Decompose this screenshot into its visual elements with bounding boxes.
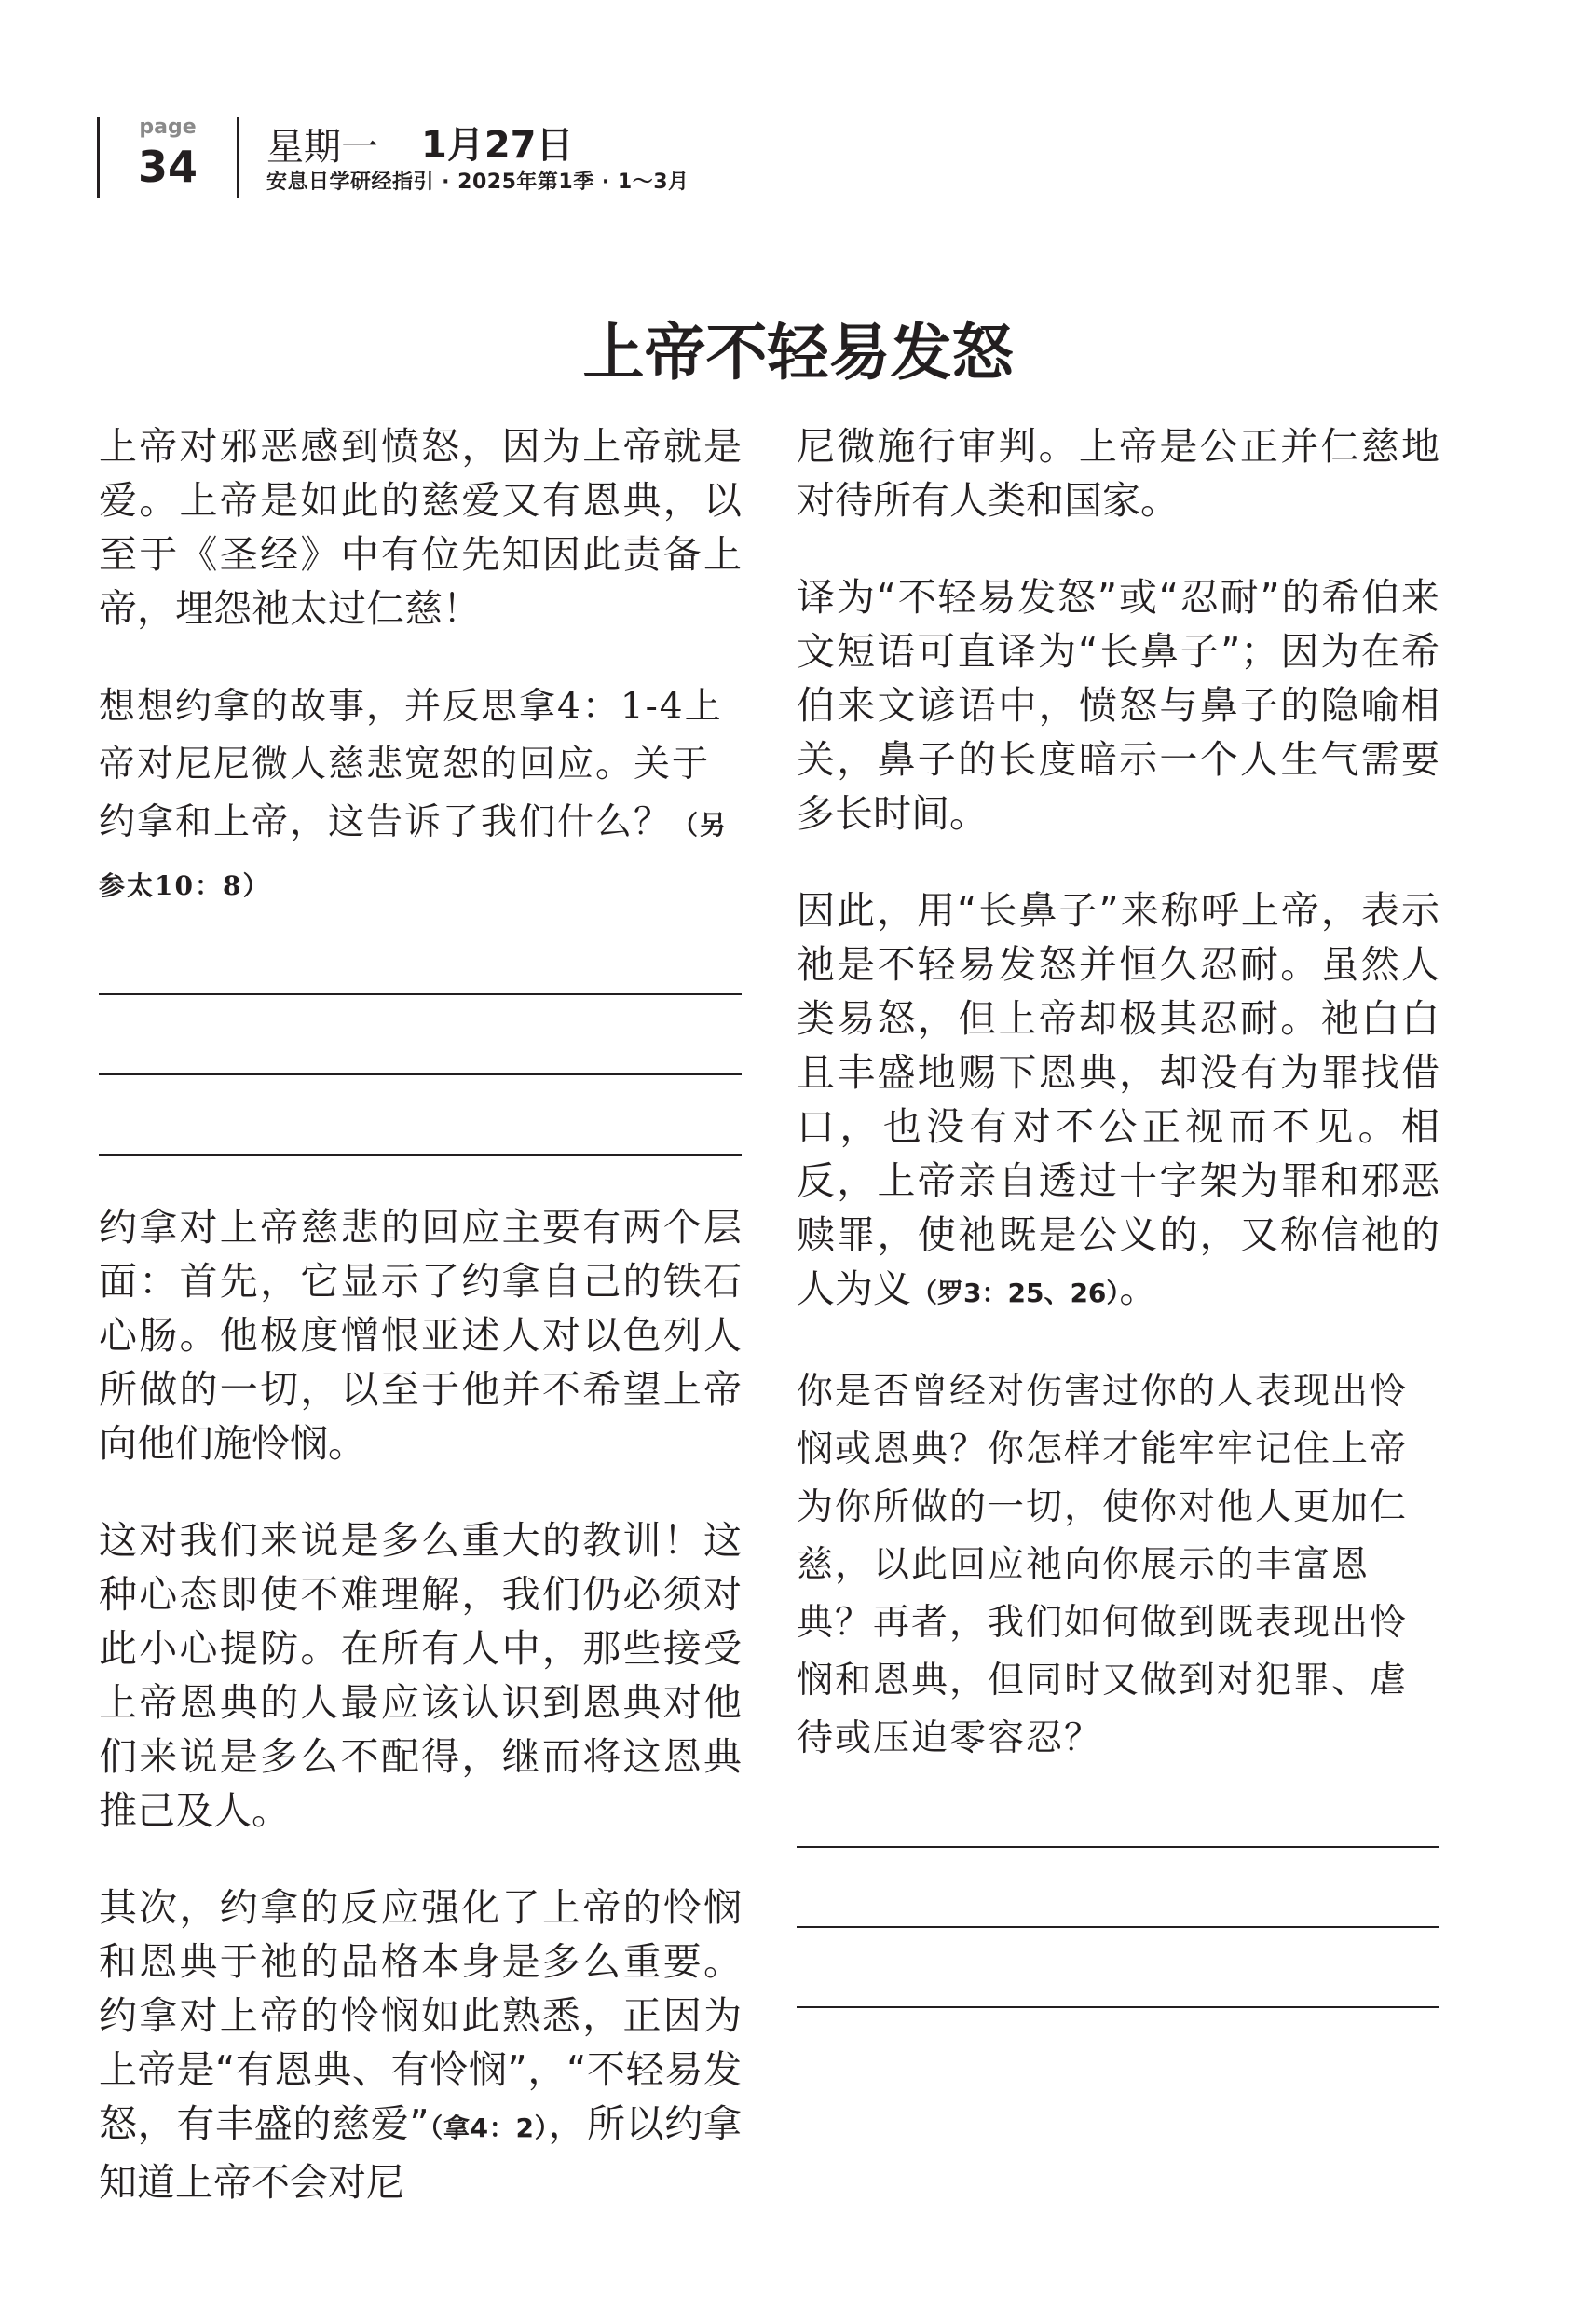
answer-line[interactable] — [99, 1075, 742, 1156]
paragraph: 其次，约拿的反应强化了上帝的怜悯和恩典于祂的品格本身是多么重要。约拿对上帝的怜悯如此熟悉，正因为上帝是“有恩典、有怜悯”，“不轻易发怒，有丰盛的慈爱”（拿4：2），所以约拿知道上帝不会对尼 — [99, 1885, 743, 2205]
paragraph: 译为“不轻易发怒”或“忍耐”的希伯来文短语可直译为“长鼻子”；因为在希伯来文谚语中，愤怒与鼻子的隐喻相关，鼻子的长度暗示一个人生气需要多长时间。 — [797, 575, 1439, 836]
weekday: 星期一 — [266, 126, 378, 169]
paragraph: 尼微施行审判。上帝是公正并仁慈地对待所有人类和国家。 — [797, 424, 1439, 523]
answer-line[interactable] — [99, 995, 742, 1075]
page-label: page — [139, 116, 197, 139]
right-column — [797, 419, 1439, 2008]
header-divider-right — [237, 117, 239, 198]
left-column — [99, 419, 742, 2252]
page-title: 上帝不轻易发怒 — [582, 316, 1014, 389]
scripture-reference: （另参太10：8） — [99, 810, 729, 901]
reflection-question: 你是否曾经对伤害过你的人表现出怜悯或恩典？你怎样才能牢牢记住上帝为你所做的一切，使你对他人更加仁慈，以此回应祂向你展示的丰富恩典？再者，我们如何做到既表现出怜悯和恩典，但同时又做到对犯罪、虐待或压迫零容忍？ — [797, 1371, 1409, 1759]
paragraph: 约拿对上帝慈悲的回应主要有两个层面：首先，它显示了约拿自己的铁石心肠。他极度憎恨亚述人对以色列人所做的一切，以至于他并不希望上帝向他们施怜悯。 — [99, 1205, 742, 1466]
scripture-reference: （拿4：2） — [429, 2113, 549, 2143]
paragraph: 因此，用“长鼻子”来称呼上帝，表示祂是不轻易发怒并恒久忍耐。虽然人类易怒，但上帝却极其忍耐。祂白白且丰盛地赐下恩典，却没有为罪找借口，也没有对不公正视而不见。相反，上帝亲自透过十字架为罪和邪恶赎罪，使祂既是公义的，又称信祂的人为义（罗3：25、26）。 — [797, 888, 1439, 1311]
answer-line[interactable] — [99, 967, 742, 995]
answer-line[interactable] — [797, 1928, 1439, 2008]
answer-line[interactable] — [797, 1848, 1439, 1928]
reflection-question: 想想约拿的故事，并反思拿4：1-4上帝对尼尼微人慈悲宽恕的回应。关于约拿和上帝，这告诉了我们什么？（另参太10：8） — [99, 686, 729, 901]
answer-line[interactable] — [797, 1820, 1439, 1848]
date: 1月27日 — [421, 124, 574, 167]
scripture-reference: （罗3：25、26） — [911, 1278, 1120, 1308]
paragraph: 上帝对邪恶感到愤怒，因为上帝就是爱。上帝是如此的慈爱又有恩典，以至于《圣经》中有位先知因此责备上帝，埋怨祂太过仁慈！ — [99, 424, 742, 631]
page-number: 34 — [137, 142, 198, 192]
paragraph: 这对我们来说是多么重大的教训！这种心态即使不难理解，我们仍必须对此小心提防。在所有人中，那些接受上帝恩典的人最应该认识到恩典对他们来说是多么不配得，继而将这恩典推己及人。 — [99, 1518, 742, 1833]
header-divider-left — [97, 117, 100, 198]
guide-subtitle: 安息日学研经指引 · 2025年第1季 · 1～3月 — [266, 171, 689, 194]
